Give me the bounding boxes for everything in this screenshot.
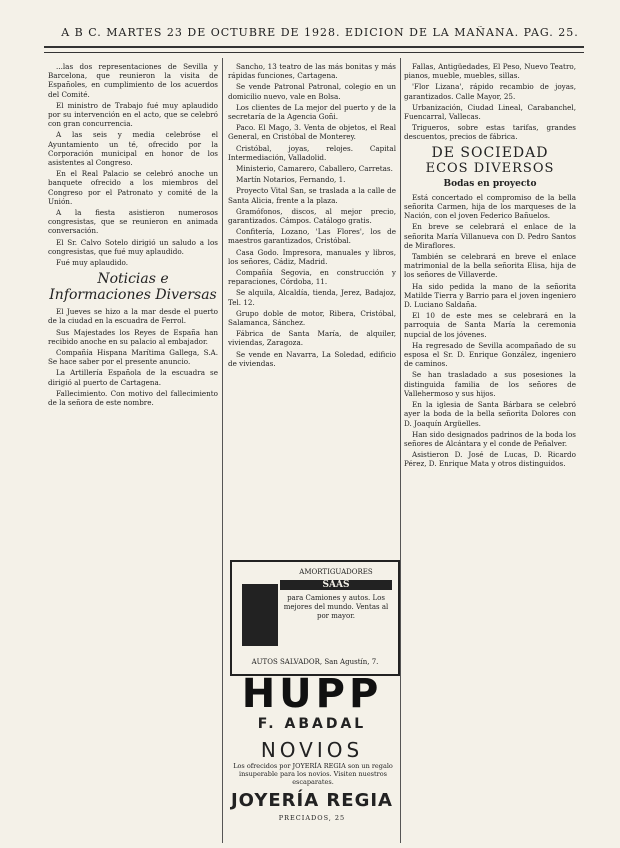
classified-ad: Cristóbal, joyas, relojes. Capital Intermediación, Valladolid. <box>228 143 396 162</box>
hupp-ad-dealer: F. ABADAL <box>257 716 367 732</box>
society-paragraph: Ha regresado de Sevilla acompañado de su esposa el Sr. D. Enrique González, ingeniero de caminos. <box>404 340 576 369</box>
news-paragraph: Sus Majestades los Reyes de España han recibido anoche en su palacio al embajador. <box>48 327 218 346</box>
classified-ad: Se alquila, Alcaldía, tienda, Jerez, Badajoz, Tel. 12. <box>228 288 396 307</box>
classified-ad: Casa Godo. Impresora, manuales y libros, los señores, Cádiz, Madrid. <box>228 247 396 266</box>
society-section-subtitle: ECOS DIVERSOS <box>425 160 555 176</box>
classified-ad: Se vende en Navarra, La Soledad, edificio de viviendas. <box>228 349 396 368</box>
ad-body: para Camiones y autos. Los mejores del mundo. Ventas al por mayor. <box>283 594 389 620</box>
society-paragraph: El 10 de este mes se celebrará en la parroquia de Santa María la ceremonia nupcial de los jóvenes. <box>404 311 576 339</box>
society-paragraph: En breve se celebrará el enlace de la señorita María Villanueva con D. Pedro Santos de Miraflores. <box>404 222 576 250</box>
society-paragraph: En la iglesia de Santa Bárbara se celebró ayer la boda de la bella señorita Dolores con D. Joaquín Argüelles. <box>404 400 576 428</box>
header-rule-bottom <box>44 52 584 53</box>
article-paragraph: ...las dos representaciones de Sevilla y Barcelona, que reunieron la visita de Españoles, en cumplimiento de los acuerdos del Comité. <box>48 62 218 99</box>
society-paragraph: Se han trasladado a sus posesiones la distinguida familia de los señores de Vallehermoso y sus hijos. <box>404 370 576 398</box>
article-paragraph: Fué muy aplaudido. <box>56 258 129 268</box>
column-left <box>48 62 218 842</box>
hupp-ad-title: HUPP <box>241 671 383 717</box>
column-middle-classifieds <box>228 62 396 532</box>
classified-ad: 'Flor Lizana', rápido recambio de joyas, garantizados. Calle Mayor, 25. <box>404 82 576 101</box>
classified-ad: Martín Notarios, Fernando, 1. <box>236 175 346 185</box>
ad-logo-icon <box>242 584 278 646</box>
news-paragraph: Compañía Hispana Marítima Gallega, S.A. Se hace saber por el presente anuncio. <box>48 348 218 367</box>
classified-ad: Grupo doble de motor, Ribera, Cristóbal, Salamanca, Sánchez. <box>228 308 396 328</box>
classified-ad: Sancho, 13 teatro de las más bonitas y más rápidas funciones, Cartagena. <box>228 62 396 81</box>
article-paragraph: A las seis y media celebróse el Ayuntamiento un té, ofrecido por la Corporación municipal en honor de los asistentes al Congreso. <box>48 130 218 168</box>
society-paragraph: Ha sido pedida la mano de la señorita Matilde Tierra y Barrio para el joven ingeniero D. Luciano Saldaña. <box>404 281 576 310</box>
article-paragraph: El ministro de Trabajo fué muy aplaudido por su intervención en el acto, que se celebró con gran concurrencia. <box>48 100 218 129</box>
classified-ad: Compañía Segovia, en construcción y reparaciones, Córdoba, 11. <box>228 268 396 287</box>
ad-address: AUTOS SALVADOR, San Agustín, 7. <box>251 658 379 666</box>
classified-ad: Gramófonos, discos, al mejor precio, garantizados. Cámpos. Catálogo gratis. <box>228 206 396 226</box>
news-paragraph: El Jueves se hizo a la mar desde el puerto de la ciudad en la escuadra de Ferrol. <box>48 307 218 326</box>
ad-brand: SAAS <box>280 580 392 590</box>
article-paragraph: El Sr. Calvo Sotelo dirigió un saludo a los congresistas, que fué muy aplaudido. <box>48 237 218 256</box>
news-paragraph: Fallecimiento. Con motivo del fallecimiento de la señora de este nombre. <box>48 388 218 408</box>
society-paragraph: Asistieron D. José de Lucas, D. Ricardo Pérez, D. Enrique Mata y otros distinguidos. <box>404 450 576 469</box>
ad-heading: AMORTIGUADORES <box>299 568 373 576</box>
classified-ad: Proyecto Vital San, se traslada a la calle de Santa Alicia, frente a la plaza. <box>228 186 396 205</box>
section-title-noticias: Noticias e Informaciones Diversas <box>49 271 217 304</box>
joyeria-regia-title: JOYERÍA REGIA <box>230 790 393 811</box>
novios-ad-title: NOVIOS <box>260 738 364 762</box>
news-paragraph: La Artillería Española de la escuadra se dirigió al puerto de Cartagena. <box>48 368 218 387</box>
joyeria-regia-address: PRECIADOS, 25 <box>278 814 346 822</box>
society-paragraph: Está concertado el compromiso de la bella señorita Carmen, hija de los marqueses de la Nación, con el joven Federico Bañuelos. <box>404 192 576 221</box>
classified-ad: Paco. El Mago, 3. Venta de objetos, el Real General, en Cristóbal de Monterey. <box>228 123 396 142</box>
classified-ad: Se vende Patronal Patronal, colegio en un domicilio nuevo, vale en Bolsa. <box>228 82 396 101</box>
society-paragraph: Han sido designados padrinos de la boda los señores de Alcántara y el conde de Peñalver. <box>404 429 576 448</box>
classified-ad: Fábrica de Santa María, de alquiler, viviendas, Zaragoza. <box>228 329 396 348</box>
society-paragraph: También se celebrará en breve el enlace matrimonial de la bella señorita Elisa, hija de los señores de Villaverde. <box>404 252 576 280</box>
page-header: A B C. MARTES 23 DE OCTUBRE DE 1928. EDICION DE LA MAÑANA. PAG. 25. <box>61 26 579 39</box>
shock-absorber-ad <box>230 560 400 676</box>
bodas-subtitle: Bodas en proyecto <box>443 178 537 189</box>
column-divider-left <box>222 58 223 843</box>
article-paragraph: A la fiesta asistieron numerosos congresistas, que se reunieron en animada conversación. <box>48 208 218 236</box>
classified-ad: Trigueros, sobre estas tarifas, grandes descuentos, precios de fábrica. <box>404 123 576 142</box>
classified-ad: Urbanización, Ciudad Lineal, Carabanchel, Fuencarral, Vallecas. <box>404 102 576 122</box>
classified-ad: Ministerio, Camarero, Caballero, Carretas. <box>236 164 393 174</box>
novios-ad-body: Los ofrecidos por JOYERÍA REGIA son un regalo insuperable para los novios. Visiten nuestros escaparates. <box>233 762 393 786</box>
article-paragraph: En el Real Palacio se celebró anoche un banquete ofrecido a los miembros del Congreso por el Patronato y comité de la Unión. <box>48 169 218 206</box>
header-rule-top <box>44 46 584 48</box>
column-divider-right <box>400 58 401 843</box>
society-section-title: DE SOCIEDAD <box>431 144 549 161</box>
classified-ad: Los clientes de La mejor del puerto y de la secretaría de la Agencia Goñi. <box>228 102 396 122</box>
classified-ad: Confitería, Lozano, 'Las Flores', los de maestros garantizados, Cristóbal. <box>228 227 396 246</box>
column-right <box>404 62 576 842</box>
classified-ad: Fallas, Antigüedades, El Peso, Nuevo Teatro, pianos, mueble, muebles, sillas. <box>404 62 576 81</box>
